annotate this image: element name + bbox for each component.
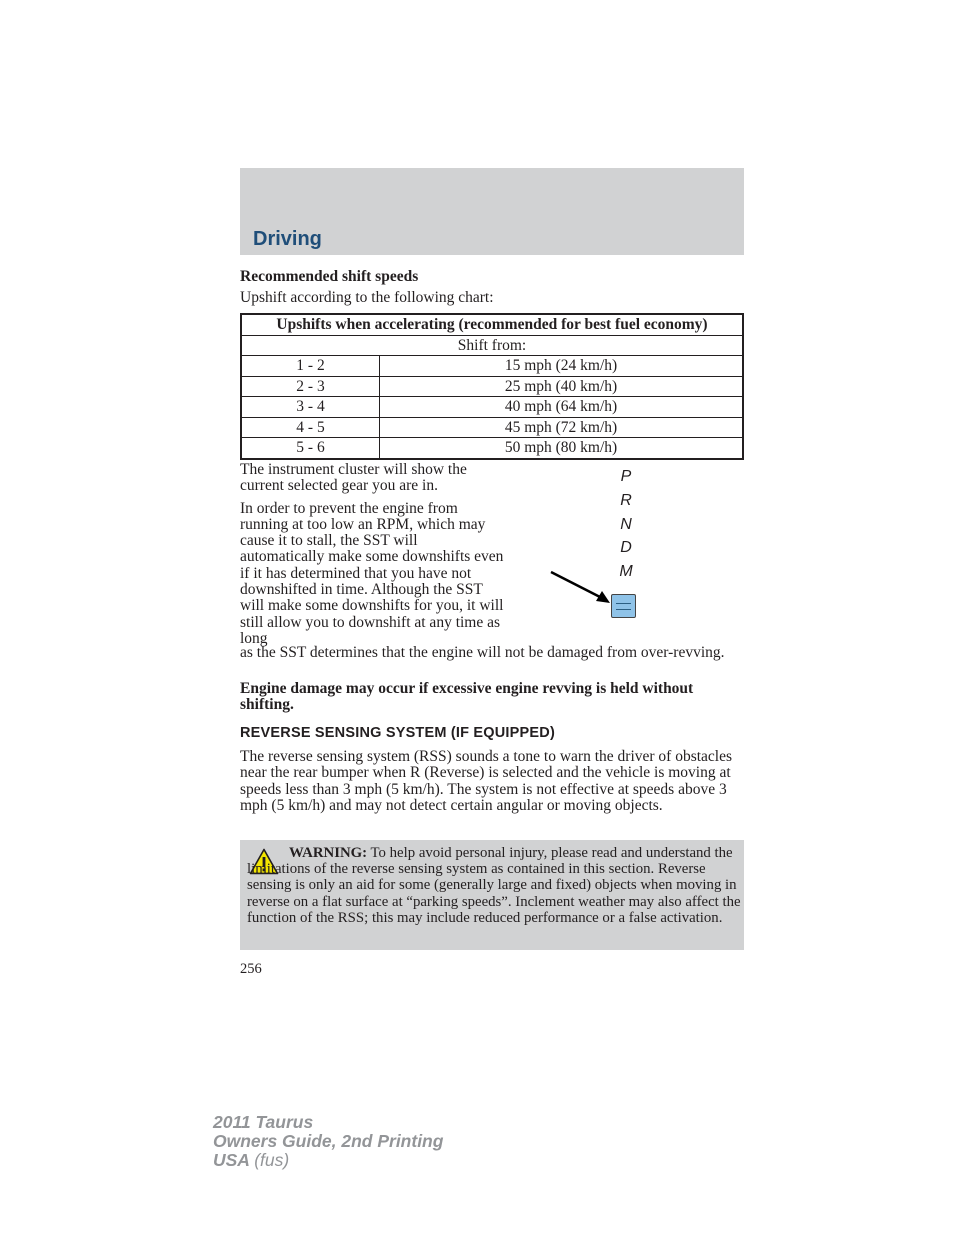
cluster-paragraph: The instrument cluster will show the current selected gear you are in.	[240, 461, 467, 495]
gear-letter-r: R	[620, 492, 632, 509]
warning-text	[247, 845, 741, 926]
engine-damage-warning: Engine damage may occur if excessive engine revving is held without shifting.	[240, 680, 694, 713]
footer-market	[213, 1151, 443, 1170]
shift-speeds-table	[240, 313, 744, 460]
gear-indicator-icon	[611, 594, 636, 618]
shift-speeds-intro: Upshift according to the following chart:	[240, 289, 494, 306]
table-row	[241, 438, 743, 459]
footer-market-name: USA	[213, 1150, 250, 1170]
sst-paragraph: In order to prevent the engine from running at too low an RPM, which may cause it to stall, the SST will automatically make some downshifts even if it has determined that you have not downshifted in time. Although the SST will make some downshifts for you, it will still allow you to downshift at any time as long	[240, 499, 504, 647]
speed-cell: 40 mph (64 km/h)	[380, 397, 744, 418]
table-title: Upshifts when accelerating (recommended for best fuel economy)	[241, 314, 743, 335]
table-subheader-row	[241, 335, 743, 356]
table-row	[241, 397, 743, 418]
cluster-description	[240, 462, 505, 653]
page-number: 256	[240, 961, 262, 977]
gear-cell: 3 - 4	[241, 397, 380, 418]
gear-letter-p: P	[620, 468, 632, 485]
section-title: Driving	[253, 228, 322, 250]
gear-letter-n: N	[620, 516, 632, 533]
warning-label: WARNING:	[289, 845, 368, 861]
gear-cell: 1 - 2	[241, 356, 380, 377]
footer-model: 2011 Taurus	[213, 1112, 314, 1132]
pointer-arrow-icon	[548, 566, 613, 606]
speed-cell: 50 mph (80 km/h)	[380, 438, 744, 459]
document-footer	[213, 1113, 443, 1170]
gear-cell: 5 - 6	[241, 438, 380, 459]
footer-market-code: (fus)	[254, 1150, 290, 1170]
table-row	[241, 417, 743, 438]
shift-speeds-heading: Recommended shift speeds	[240, 268, 419, 285]
speed-cell: 45 mph (72 km/h)	[380, 417, 744, 438]
gear-cell: 2 - 3	[241, 376, 380, 397]
speed-cell: 25 mph (40 km/h)	[380, 376, 744, 397]
warning-box	[240, 840, 744, 950]
table-subheader: Shift from:	[241, 335, 743, 356]
rss-heading: REVERSE SENSING SYSTEM (IF EQUIPPED)	[240, 725, 555, 741]
gear-cell: 4 - 5	[241, 417, 380, 438]
gear-display-figure	[548, 466, 648, 626]
gear-letter-m: M	[619, 563, 633, 580]
footer-guide: Owners Guide, 2nd Printing	[213, 1131, 444, 1151]
warning-body: To help avoid personal injury, please read and understand the limitations of the reverse sensing system as contained in this section. Reverse sensing is only an aid for some (generally large and fixed) objects when moving in reverse on a flat surface at “parking speeds”. Inclement weather may also affect the function of the RSS; this may include reduced performance or a false activation.	[247, 845, 741, 926]
rss-body: The reverse sensing system (RSS) sounds a tone to warn the driver of obstacles near the rear bumper when R (Reverse) is selected and the vehicle is moving at speeds less than 3 mph (5 km/h). The system is not effective at speeds above 3 mph (5 km/h) and may not detect certain angular or moving objects.	[240, 748, 733, 815]
table-row	[241, 376, 743, 397]
gear-letter-d: D	[620, 539, 632, 556]
section-header-band	[240, 168, 744, 255]
sst-paragraph-continued: as the SST determines that the engine will not be damaged from over-revving.	[240, 644, 725, 661]
table-row	[241, 356, 743, 377]
speed-cell: 15 mph (24 km/h)	[380, 356, 744, 377]
table-title-row	[241, 314, 743, 335]
